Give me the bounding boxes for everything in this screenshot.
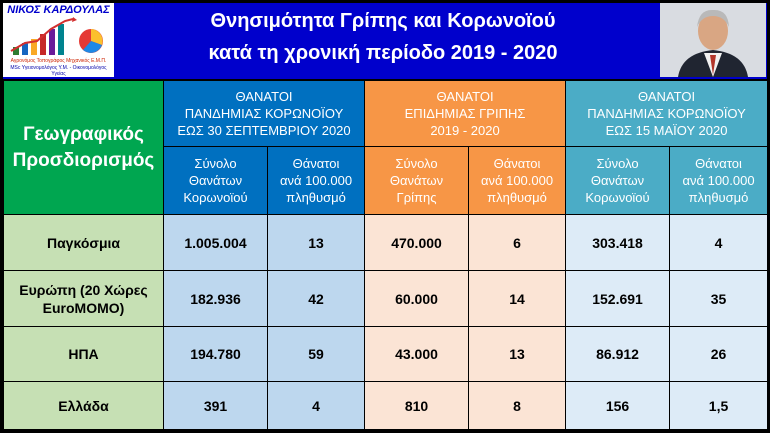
cell-covid-sep-total: 194.780 xyxy=(164,327,268,382)
cell-covid-sep-rate: 59 xyxy=(268,327,365,382)
subheader-total-covid-sep: Σύνολο Θανάτων Κορωνοϊού xyxy=(164,147,268,215)
cell-covid-may-total: 156 xyxy=(566,382,670,430)
row-label: Ελλάδα xyxy=(4,382,164,430)
cell-flu-rate: 13 xyxy=(469,327,566,382)
cell-covid-sep-rate: 13 xyxy=(268,215,365,271)
logo-author-name: ΝΙΚΟΣ ΚΑΡΔΟΥΛΑΣ xyxy=(7,4,110,16)
group-header-covid-sep: ΘΑΝΑΤΟΙ ΠΑΝΔΗΜΙΑΣ ΚΟΡΩΝΟΪΟΥ ΕΩΣ 30 ΣΕΠΤΕΜΒΡΙΟΥ 2020 xyxy=(164,81,365,147)
cell-covid-may-rate: 26 xyxy=(670,327,768,382)
slide-title-line2: κατά τη χρονική περίοδο 2019 - 2020 xyxy=(208,42,558,64)
subheader-total-covid-may: Σύνολο Θανάτων Κορωνοϊού xyxy=(566,147,670,215)
cell-covid-may-total: 86.912 xyxy=(566,327,670,382)
cell-covid-may-rate: 35 xyxy=(670,271,768,327)
subheader-rate-covid-may: Θάνατοι ανά 100.000 πληθυσμό xyxy=(670,147,768,215)
geographic-header: Γεωγραφικός Προσδιορισμός xyxy=(4,81,164,215)
cell-covid-sep-total: 1.005.004 xyxy=(164,215,268,271)
cell-covid-sep-rate: 4 xyxy=(268,382,365,430)
cell-flu-total: 810 xyxy=(365,382,469,430)
header-bar xyxy=(3,3,767,79)
cell-flu-total: 43.000 xyxy=(365,327,469,382)
cell-flu-rate: 8 xyxy=(469,382,566,430)
subheader-rate-flu: Θάνατοι ανά 100.000 πληθυσμό xyxy=(469,147,566,215)
author-logo xyxy=(3,3,114,77)
cell-covid-sep-total: 391 xyxy=(164,382,268,430)
cell-flu-total: 470.000 xyxy=(365,215,469,271)
cell-covid-may-rate: 1,5 xyxy=(670,382,768,430)
subheader-rate-covid-sep: Θάνατοι ανά 100.000 πληθυσμό xyxy=(268,147,365,215)
group-header-flu: ΘΑΝΑΤΟΙ ΕΠΙΔΗΜΙΑΣ ΓΡΙΠΗΣ 2019 - 2020 xyxy=(365,81,566,147)
cell-covid-sep-total: 182.936 xyxy=(164,271,268,327)
slide-title-line1: Θνησιμότητα Γρίπης και Κορωνοϊού xyxy=(210,10,556,32)
cell-flu-rate: 14 xyxy=(469,271,566,327)
subheader-total-flu: Σύνολο Θανάτων Γρίπης xyxy=(365,147,469,215)
table-row-usa xyxy=(4,327,768,382)
growth-chart-icon xyxy=(3,17,114,59)
row-label: ΗΠΑ xyxy=(4,327,164,382)
author-photo xyxy=(660,3,766,77)
cell-covid-may-rate: 4 xyxy=(670,215,768,271)
portrait-image xyxy=(660,3,766,77)
cell-covid-sep-rate: 42 xyxy=(268,271,365,327)
logo-subtitle-2: MSc Υγειονομολόγος Υ.Μ. - Οικονομολόγος Υγείας xyxy=(10,65,107,77)
group-header-covid-may: ΘΑΝΑΤΟΙ ΠΑΝΔΗΜΙΑΣ ΚΟΡΩΝΟΪΟΥ ΕΩΣ 15 ΜΑΪΟΥ 2020 xyxy=(566,81,768,147)
table-row-global xyxy=(4,215,768,271)
cell-covid-may-total: 152.691 xyxy=(566,271,670,327)
mortality-table xyxy=(3,80,768,430)
row-label: Παγκόσμια xyxy=(4,215,164,271)
cell-covid-may-total: 303.418 xyxy=(566,215,670,271)
cell-flu-total: 60.000 xyxy=(365,271,469,327)
cell-flu-rate: 6 xyxy=(469,215,566,271)
logo-subtitle-1: Αγρονόμος Τοπογράφος Μηχανικός Ε.Μ.Π. xyxy=(10,58,107,64)
table-row-greece xyxy=(4,382,768,430)
table-row-europe xyxy=(4,271,768,327)
row-label: Ευρώπη (20 Χώρες EuroMOMO) xyxy=(4,271,164,327)
